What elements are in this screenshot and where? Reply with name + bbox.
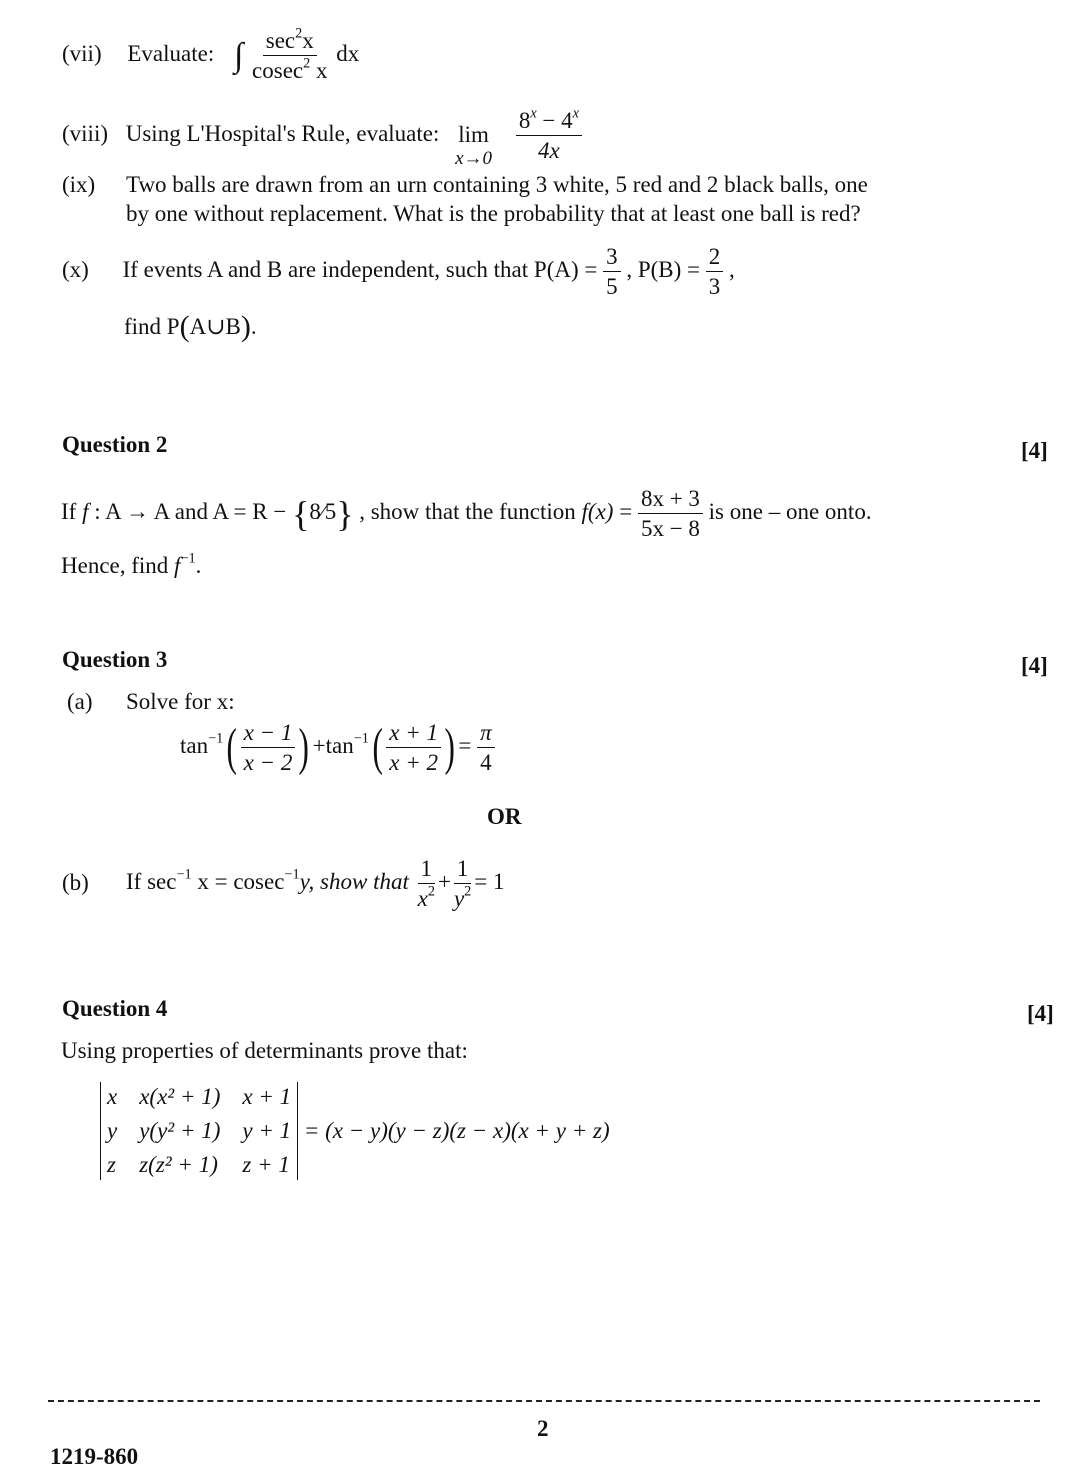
q3-b-mid: x = cosec [191, 869, 285, 895]
q1-x-find-expr: A∪B [189, 314, 241, 339]
q3-b-y: y, show that [299, 869, 409, 895]
q3-b-pre: If sec [126, 869, 177, 895]
integral-sign: ∫ [233, 36, 244, 74]
q1-x-find-text: find P [124, 314, 180, 339]
q3-eq: = [458, 733, 472, 759]
q1-vii-label: (vii) [62, 41, 102, 67]
q1-viii-lim: lim [458, 122, 489, 147]
q3-tan-1: tan [180, 733, 209, 759]
q3-plus: + [312, 733, 326, 759]
det-cell: y(y² + 1) [139, 1118, 221, 1143]
q3-b-plus: + [437, 869, 451, 895]
q3-n1: x − 1 [241, 720, 296, 748]
q2-num: 8x + 3 [638, 486, 703, 514]
q2-eq: = [613, 499, 638, 525]
q3-tan-2: tan [325, 733, 354, 759]
det-cell: y [107, 1118, 118, 1143]
q3-b-frac-1 [415, 856, 438, 912]
q1-ix-line2: by one without replacement. What is the probability that at least one ball is red? [126, 201, 861, 226]
q1-ix-label: (ix) [62, 172, 96, 197]
q1-viii-text: Using L'Hospital's Rule, evaluate: [125, 121, 440, 147]
q3-tan-1-sup: −1 [208, 730, 224, 747]
q3-b-d2-sup: 2 [464, 883, 472, 900]
q1-viii-num-mid: − 4 [536, 108, 573, 133]
q1-viii [62, 105, 582, 170]
q2-title: Question 2 [62, 432, 168, 457]
q3-n2: x + 1 [386, 720, 441, 748]
q1-viii-den: 4x [538, 138, 560, 164]
det-cell: x + 1 [242, 1084, 292, 1109]
q1-x [62, 244, 735, 300]
q3-b-d1-sup: 2 [427, 883, 435, 900]
q1-vii-num-sup: 2 [295, 25, 303, 42]
q3-b-line [126, 856, 505, 912]
q1-vii-text: Evaluate: [127, 41, 215, 67]
q1-vii-den-var: x [310, 58, 328, 84]
q1-viii-num-a: 8 [518, 108, 531, 133]
q3-b-frac-2 [451, 856, 474, 912]
det-cell: z(z² + 1) [139, 1152, 218, 1177]
q2-finv: f [174, 553, 181, 578]
q2-finv-sup: −1 [180, 550, 196, 567]
q2-map: : A → A and A = R − [88, 499, 293, 525]
q3-b-label: (b) [62, 870, 89, 895]
q1-viii-num-b-sup: x [572, 105, 579, 122]
q1-x-pa-num: 3 [603, 244, 621, 272]
q2-fraction [638, 486, 703, 542]
q2-post: is one – one onto. [708, 499, 872, 525]
determinant [100, 1082, 298, 1180]
q1-ix-line1: Two balls are drawn from an urn containing 3 white, 5 red and 2 black balls, one [126, 172, 868, 197]
q1-x-pa [603, 244, 621, 300]
q3-title: Question 3 [62, 647, 168, 672]
q4-marks: [4] [1027, 1001, 1054, 1026]
q2-set: 8∕5 [309, 499, 337, 525]
q2-fx: f(x) [581, 499, 614, 525]
q1-x-find-end: . [250, 314, 257, 339]
q4-equation [100, 1082, 610, 1180]
q2-line2-text: Hence, find [61, 553, 175, 578]
q3-or: OR [487, 804, 522, 829]
q1-x-pb [706, 244, 724, 300]
q3-marks: [4] [1021, 653, 1048, 678]
q1-x-label: (x) [62, 257, 89, 283]
det-cell: z + 1 [242, 1152, 290, 1177]
q3-frac-2 [386, 720, 441, 776]
q2-mid: , show that the function [353, 499, 582, 525]
q1-x-text: If events A and B are independent, such that P(A) = [122, 257, 604, 283]
q3-a-equation: $\tan^{-1}$( $\frac{x - 1}{x - 2}$ ) $+\tan^{-1}$( $\frac{x + 1}{x + 2}$ ) = $\frac{\pi}{4}$ [180, 720, 495, 776]
q3-b-d1: x [417, 886, 428, 912]
q1-vii [62, 25, 360, 84]
q1-viii-label: (viii) [62, 121, 108, 147]
q1-viii-num-a-sup: x [530, 105, 537, 122]
q1-x-mid: , P(B) = [626, 257, 706, 283]
q3-rd: 4 [480, 750, 492, 776]
footer-divider [48, 1400, 1040, 1402]
q2-line1: If f : A → A and A = R − {8∕5} , show that the function f(x) = $\frac{8x + 3}{5x - 8}$ is one – one onto. [61, 486, 872, 542]
q4-title: Question 4 [62, 996, 168, 1021]
q1-vii-num-var: x [302, 28, 314, 53]
det-cell: x [107, 1084, 118, 1109]
q1-x-comma: , [729, 257, 735, 283]
q1-viii-fraction [516, 105, 582, 164]
q2-end: . [195, 553, 202, 578]
q3-b-sup1: −1 [176, 866, 192, 883]
q1-x-pa-den: 5 [606, 274, 618, 300]
q3-b-sup2: −1 [284, 866, 300, 883]
q1-x-pb-den: 3 [708, 274, 721, 300]
q1-vii-num: sec [265, 28, 296, 53]
det-cell: z [107, 1152, 116, 1177]
paper-code: 1219-860 [50, 1444, 139, 1469]
page-number: 2 [537, 1416, 549, 1441]
q3-d1: x − 2 [243, 750, 293, 776]
q3-b-end: = 1 [474, 869, 505, 895]
q3-tan-2-sup: −1 [353, 730, 369, 747]
det-cell: x(x² + 1) [139, 1084, 221, 1109]
q3-b-n2: 1 [454, 856, 472, 884]
q2-f: f [82, 499, 89, 525]
q1-vii-fraction [249, 25, 330, 84]
q4-rhs: = (x − y)(y − z)(z − x)(x + y + z) [303, 1118, 610, 1143]
q1-x-find: find P(A∪B). [124, 310, 257, 343]
q3-rhs [477, 720, 495, 776]
q3-a-label: (a) [67, 689, 93, 714]
q3-a-text: Solve for x: [126, 689, 235, 714]
q3-b-d2: y [453, 886, 465, 912]
q2-line2 [61, 550, 202, 579]
q3-rn: π [477, 720, 495, 748]
q1-x-pb-num: 2 [706, 244, 724, 272]
q2-marks: [4] [1021, 438, 1048, 463]
q1-vii-den-sup: 2 [303, 55, 311, 72]
q4-intro: Using properties of determinants prove that: [61, 1038, 468, 1063]
q2-pre: If [61, 499, 83, 525]
q3-frac-1 [241, 720, 296, 776]
q1-viii-limsub: x→0 [455, 148, 493, 170]
q1-viii-limit [455, 122, 492, 170]
q3-b-n1: 1 [418, 856, 436, 884]
q1-vii-dx: dx [336, 41, 360, 67]
det-cell: y + 1 [242, 1118, 292, 1143]
q1-vii-den: cosec [252, 58, 304, 84]
q2-den: 5x − 8 [640, 516, 700, 542]
q3-d2: x + 2 [389, 750, 438, 776]
